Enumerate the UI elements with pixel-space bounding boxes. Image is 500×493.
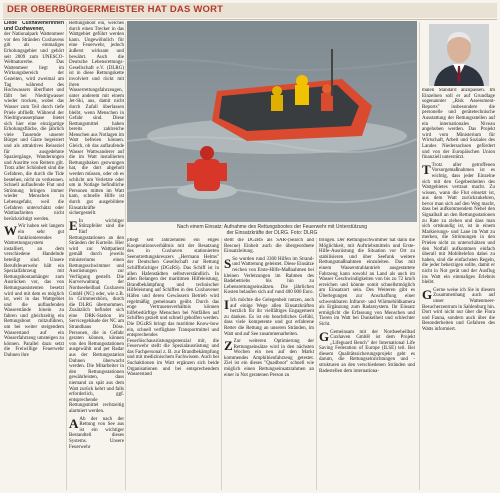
dropcap: S bbox=[224, 255, 232, 271]
caption-line: Nach einem Einsatz: Aufnahme des Rettungsbootes der Feuerwehr mit Unterstützung bbox=[176, 224, 368, 230]
column-divider bbox=[316, 238, 317, 490]
paragraph bbox=[224, 339, 314, 378]
rescue-boat-photo bbox=[127, 21, 417, 222]
dropcap: Z bbox=[224, 338, 233, 354]
salutation: Liebe Cuxhavenerinnen und Cuxhavener, bbox=[4, 21, 64, 32]
column-divider bbox=[221, 238, 222, 490]
mayor-portrait bbox=[429, 24, 489, 86]
page-title: DER OBERBÜRGERMEISTER HAT DAS WORT bbox=[7, 4, 224, 15]
column-divider bbox=[66, 22, 67, 490]
paragraph bbox=[69, 417, 124, 451]
article-column-2 bbox=[69, 21, 124, 491]
paragraph-text: So wurden rund 3300 Hilfen im Strand- und Wattretung geleistet. Diese Einsätze reichen von Erste-Hilfe-Maßnahmen bei kleinen Verletzungen im Rahmen des Badebetriebs bis hin zu Lebensrettungseinsätzen. Die jährlichen Kosten belaufen sich auf rund 400 000 Euro. bbox=[224, 256, 314, 296]
dropcap: W bbox=[4, 223, 17, 239]
dropcap: A bbox=[69, 415, 79, 431]
dropcap: G bbox=[319, 328, 330, 344]
paragraph bbox=[319, 330, 415, 375]
article-column-3 bbox=[127, 238, 219, 491]
header-divider bbox=[3, 19, 497, 20]
paragraph-text: Zur weiteren Optimierung der Rettungseinsätze wird in den nächsten Wochen ein neu auf den Markt kommendes Amphibienfahrzeug getestet. Ziel ist ein dieses "Quadboot" schnell wie möglich einen Rettungseinsatzrahmen an einer in Not geratenen Person zu bbox=[224, 339, 314, 378]
paragraph: pflegt seit Jahrzehnten ein enges Kooperationsverhältnis mit der Besatzung des in Cuxhaven stationierten Seenotrettungskreuzers „Hermann Helms" der Deutschen Gesellschaft zur Rettung Schiffbrüchiger (DGzRS). Das Schiff ist in allen Hafenstädten selbstverständlich. In allen Belangen der maritimen Hilfeleistung, Brandbekämpfung und technischer Hilfeleistung auf Schiffen in den Cuxhavener Häfen und deren Gewässern Betrieb wird regelmäßig gemeinsam geübt. Durch das enge Vertrauensverhältnis können hilfebedürftige Menschen bei Notfällen auf Schiffen gezielt und schnell geholfen werden. Die DGzRS bringt das maritime Know-how ein, schnell verfügbare Transportmittel und entsprechendes Feuerlöschausrüstungspotenzial mit, die Feuerwehr stellt die Spezialausrüstung und das Fachpersonal z. B. zur Brandbekämpfung und mit medizinischem Fachwissen. Auch bei Suchaktionen im Watt ergänzen sich beide Organisationen und bei entsprechendem Wasserstand bbox=[127, 238, 219, 378]
article-column-6 bbox=[422, 88, 495, 491]
photo-caption bbox=[127, 224, 417, 236]
column-divider bbox=[419, 22, 420, 490]
paragraph-text: Gerne weise ich Sie in diesem Zusammenhang auch auf unser Wattenmeer-Besucherzentrum in Sahlenburg hin. Dort wird nicht nur über die Flora und Fauna, sondern auch über die Besonderheiten und Gefahren des Watts informiert. bbox=[422, 287, 495, 332]
paragraph: malen Standard anzupassen. Im Einzelnen soll er auf Grundlage sogenannter „Risk Assessment-Reports" insbesondere die personelle und gerätetechnische Ausstattung der Rettungsstellen auf ein internationales Niveau angehoben werden. Das Projekt wird vom Ministerium für Wirtschaft, Arbeit und Soziales des Landes Niedersachsen gefördert und von der Europäischen Union finanziell unterstützt. bbox=[422, 88, 495, 161]
paragraph bbox=[69, 219, 124, 415]
paragraph-text: Wir haben seit langem ein sehr gut funktionierendes Wattrettungssystem installiert, an dem verschiedene Handelnde beteiligt sind. Unsere Berufsfeuerwehr hält ein Spezialfahrzeug mit Rettungsbootanhänger zum Ausrücken vor, das von Rettungsassistenten besetzt wird und mit dem es möglich ist, weit in das Wattgebiet und die auflaufenden Wasserstände hinein zu fahren und gleichzeitig ein Rettungsboot mitzuführen, um bei weiter steigendem Wasserstand auf ein Wasserfahrzeug umsteigen zu können. Parallel dazu setzt die Freiwillige Feuerwehr Duhnen ihre bbox=[4, 224, 64, 359]
dropcap: T bbox=[422, 161, 431, 177]
paragraph: Rettungsboot ein, welches durch einen Trecker in das Wattgebiet geführt werden kann. Ungewöhnlich für eine Feuerwehr, jedoch äußerst wirksam und bewährt. Auch die Deutsche Lebensrettungs-Gesellschaft e.V. (DLRG) ist in diese Rettungskette involviert und rückt mit ihren Wasserrettungsfahrzeugen, unter anderem mit einem Jet-Ski, aus, damit nicht durch Zufall überlassen bleibt, wenn Menschen in Gefahr sind. Diese Rettungsmittel haben bereits zahlreiche Menschen aus Notlagen im Watt befreien können. Gleich, ob das auflaufende Wasser Wattwanderer auf die im Watt installierten Rettungsbaken gezwungen hat, die dort abgeholt werden müssen, oder ob es schlicht um Verletzte oder um in Notlage befindliche Personen mitten im Watt kam, schnelle Hilfe ist durch gut ausgebildete Einsatzkräfte sichergestellt. bbox=[69, 21, 124, 217]
paragraph-text: Ab der nach der Rettung von See aus ist ein wichtiger Bestandteil dieses Systems. Unsere Feuerwehr bbox=[69, 416, 124, 450]
portrait-image bbox=[429, 24, 489, 86]
rescue-boat-image bbox=[127, 21, 417, 222]
dropcap: E bbox=[69, 217, 78, 233]
article-column-5 bbox=[319, 238, 415, 491]
paragraph-text: Gemeinsam mit der Nordseeheilbad Cuxhaven GmbH ist dem Projekt „Lifeguard Bench" der International Life Saving Federation of Europe (ILSE) teil. Bei diesem Qualitätssicherungsprojekt geht es darum, die Rettungseinrichtungen und -strukturen an den verschiedenen Stränden und Badestellen dem internationa- bbox=[319, 329, 415, 374]
paragraph: der Nationalpark Wattenmeer vor den Stränden Cuxhavens gilt als einmaliges Erholungsgebiet und gehört seit 2009 zum UNESCO-Weltnaturerbe. Das Wattenmeer liegt im Wirkungsbereich der Gezeiten, wird zweimal am Tag während des Hochwassers überflutet und fällt bei Niedrigwasser wieder trocken, wobei das Wasser zum Teil durch tiefe Priele abfließt. Während der Niedrigwasserphase bietet sich hier eine einzigartige Erholungsfläche, die jährlich viele Tausende unserer Bürger und Gäste begeistert und als attraktives Reiseziel für ausgedehnte Spaziergänge, Wanderungen und Ausritte von Reitern gilt. Trotz aller Schönheit sind die Gefahren, die durch die Tide bestehen, nicht zu verkennen. Schnell auflaufende Flut und Strömung bringen immer wieder Menschen in Lebensgefahr, weil die Gefahren unterschätzt oder Wattlaufzeiten nicht berücksichtigt werden. bbox=[4, 32, 64, 222]
caption-line: der Einsatzkräfte der DLRG. Foto: DLRG bbox=[226, 230, 318, 236]
article-column-4 bbox=[224, 238, 314, 491]
dropcap: G bbox=[422, 286, 433, 302]
paragraph bbox=[4, 224, 64, 358]
paragraph bbox=[422, 163, 495, 286]
paragraph-text: Ich möchte die Gelegenheit nutzen, auch auf einige Wege allen Einsatzkräften herzlich für ihr vielfältiges Engagement zu danken. Es ist ein beachtliches Gefühl, dass viele kompetente und gut erfahrene Retter die Rettung an unseren Stränden, im Watt und auf See zusammenarbeiten. bbox=[224, 297, 314, 337]
column-divider bbox=[125, 22, 126, 490]
article-column-1 bbox=[4, 21, 64, 491]
paragraph bbox=[224, 298, 314, 337]
paragraph bbox=[224, 257, 314, 296]
paragraph-text: Trotz aller getroffenen Vorsorgemaßnahmen ist es wichtig, dass jeder Einzelne sich mit den Gegebenheiten des Wattgebietes vertraut macht. Zu wissen, wann die Flut einsetzt ist, aus dem Watt zurückzukehren, bevor man sich auf den Weg macht, dass bei aufkommendem Nebel den Signalball an den Rettungsstationen zu Rate zu ziehen und dass man sich ortskundig ist, ist in einem Markierungs- und Lane im Watt zu merken, die Strömungen in den Prielen nicht zu unterschätzen und den Notfall aufkommen einfach überall mit Mobiltelefon dabei zu haben, sind die einfachsten Regeln, die jeder beherzigen sollte, damit er nicht in Not gerät und der Ausflug ins Watt ein einmaliges Erlebnis bleibt. bbox=[422, 162, 495, 286]
paragraph bbox=[422, 288, 495, 333]
paragraph-text: In wichtiger Stützpfeiler sind die fünf Rettungsstationen an den Stränden der Kurteile. Hier wird zur Wattpatient gemäß durch jeweils ministeriums einen Rettungsschwimmer und Ausrüstungen zur Verfügung gestellt. Die Kurverwaltung der Nordseeheilbad Cuxhaven GmbH (NC) oder, wie z.B. in Grimmershörn, durch die DLRG übernommen. Zusätzlich befindet sich eine DRK-Station im Servicegebäude der NC am Strandhaus Döse. Personen, die in Gefahr geraten können, können von den Rettungsstationen ausgewählt und per Radar aus der Rettungsstation Duhnen überwacht werden. Die Mitarbeiter in den Rettungsstationen gewährleisten, dass niemand zu spät aus dem Watt zurück kehrt und falls erforderlich, ggf. entsprechende Rettungsmittel rechtzeitig alarmiert werden. bbox=[69, 218, 124, 414]
paragraph: bringen. Der Rettungsschwimmer hat dann die Möglichkeit, mit Auftriebsmitteln und Erste-Hilfe-Ausrüstung die Situation vor Ort zu stabilisieren und über Seefunk weitere Rettungsmaßnahmen einzuleiten. Das mit einem Wasserstrahlantrieb ausgestattete Fahrzeug kann sowohl an Land als auch im Wasser Geschwindigkeiten von bis zu 72 km/h erreichen und könnte somit schnellstmöglich am Einsatzort sein. Des Weiteren gibt es Überlegungen zur Anschaffung einer schwenkbaren Infrarot- und Wärmebildkamera als Ergänzung zum Radarsystem. Ihr Einsatz ermöglicht die Erfassung von Menschen und Tieren im Watt bei Dunkelheit und schlechter Sicht. bbox=[319, 238, 415, 327]
paragraph: stellt die DGzRS als SAR-(Search and Rescue) Einheit auch die übergeordnete Einsatzleitung. bbox=[224, 238, 314, 255]
dropcap: I bbox=[224, 296, 230, 312]
